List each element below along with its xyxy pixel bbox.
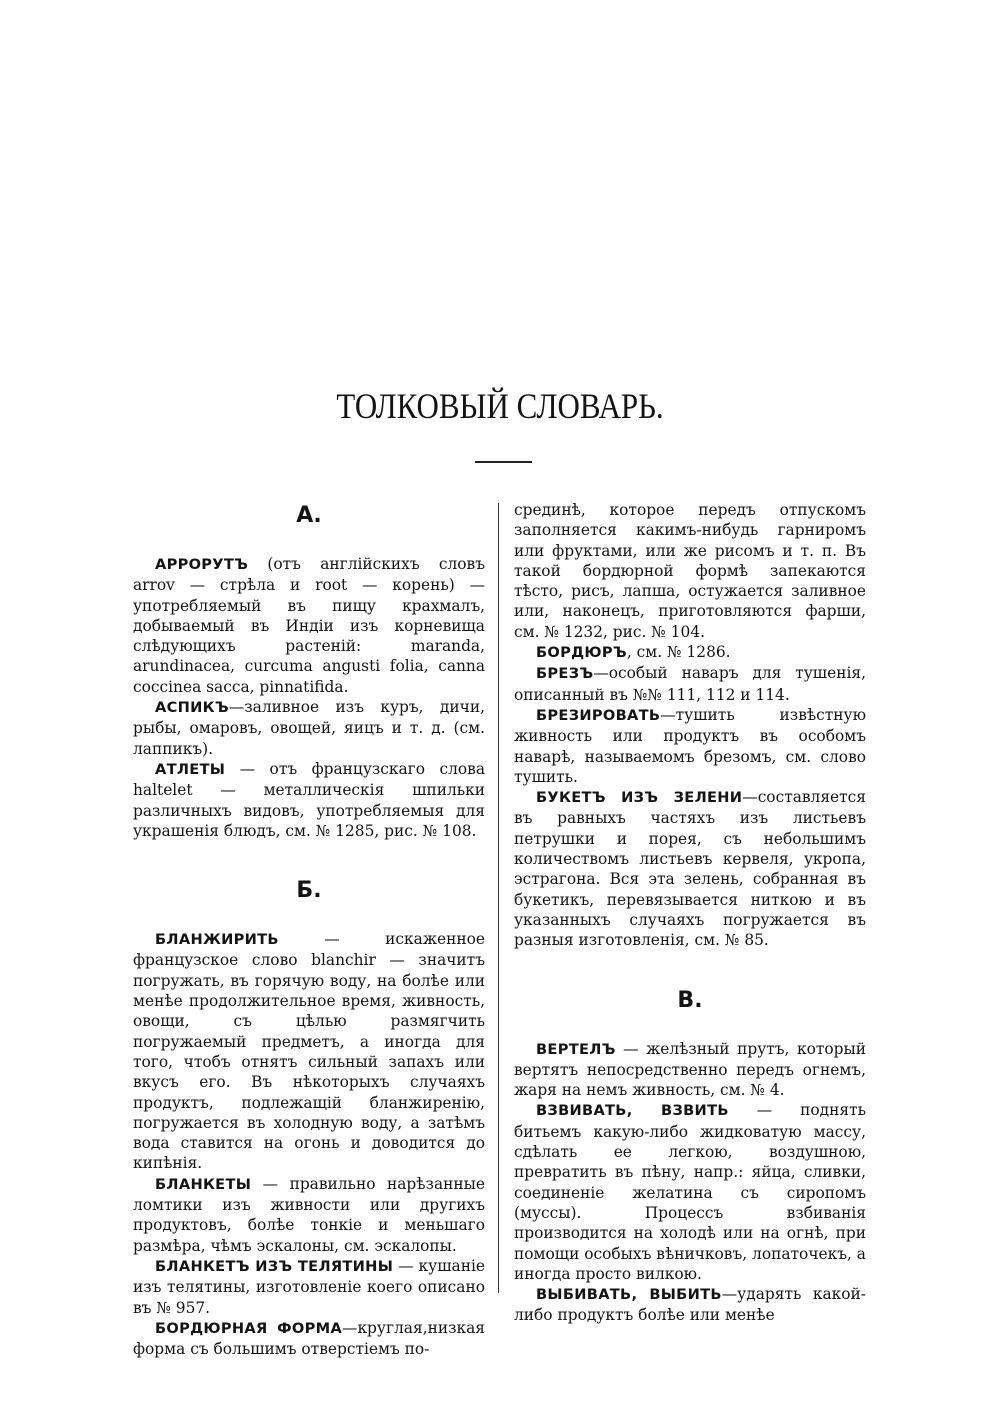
section-letter-b: Б. <box>296 878 322 904</box>
entry-headword: АРРОРУТЪ <box>155 556 249 573</box>
entry-arrorut <box>133 554 485 697</box>
right-column <box>514 500 866 1326</box>
entry-blankety <box>133 1174 485 1256</box>
entry-definition: —ударять какой-либо продуктъ болѣе или менѣе <box>514 1285 866 1325</box>
entry-definition: —заливное изъ куръ, дичи, рыбы, омаровъ, овощей, яицъ и т. д. (см. лаппикъ). <box>133 698 485 758</box>
entry-brez <box>514 663 866 705</box>
entry-headword: ВЕРТЕЛЪ <box>536 1040 616 1058</box>
entry-definition: — искаженное французское слово blanchir — значитъ погружать, въ горячую воду, на болѣе или менѣе продолжительное время, живность, овощи, съ цѣлью размягчить погружаемый предметъ, а иногда для того, чтобъ отнятъ сильный запахъ или вкусъ его. Въ нѣкоторыхъ случаяхъ продуктъ, подлежащій бланжиренію, погружается въ холодную воду, а затѣмъ вода ставится на огонь и доводится до кипѣнія. <box>133 930 485 1173</box>
entry-definition: —тушить извѣстную живность или продуктъ въ особомъ наварѣ, называемомъ брезомъ, см. слово тушить. <box>514 705 866 786</box>
column-divider <box>498 503 499 1293</box>
entry-bordyur <box>514 642 866 663</box>
entry-definition: — поднять битьемъ какую-либо жидковатую массу, сдѣлать ее легкою, воздушною, превратить въ пѣну, напр.: яйца, сливки, соединеніе желатина съ сиропомъ (муссы). Процессъ взбиванія производится на холодѣ или на огнѣ, при помощи особыхъ вѣничковъ, лопаточекъ, а иногда просто вилкою. <box>514 1101 866 1283</box>
entry-headword: ВЫБИВАТЬ, ВЫБИТЬ <box>536 1286 722 1304</box>
section-letter-v: В. <box>677 987 703 1013</box>
section-letter-a: А. <box>296 503 322 528</box>
entry-blanket-iz-telyatiny <box>133 1256 485 1318</box>
entry-headword: ВЗВИВАТЬ, ВЗВИТЬ <box>536 1102 729 1120</box>
entry-buket-iz-zeleni <box>514 787 866 950</box>
entry-blanzhirit <box>133 929 485 1174</box>
entry-headword: БЛАНКЕТЫ <box>155 1175 252 1193</box>
entry-headword: БОРДЮРЪ <box>536 644 627 662</box>
entry-headword: АТЛЕТЫ <box>155 760 226 778</box>
entry-definition: — кушаніе изъ телятины, изготовленіе коего описано въ № 957. <box>133 1256 486 1317</box>
entry-definition: —составляется въ равныхъ частяхъ изъ листьевъ петрушки и порея, съ небольшимъ количествомъ листьевъ кервеля, укропа, эстрагона. Вся эта зелень, собранная въ букетикъ, перевязывается ниткою и въ указанныхъ случаяхъ погружается въ разныя изготовленія, см. № 85. <box>514 788 866 950</box>
left-column <box>133 500 485 1359</box>
entry-definition: — отъ французскаго слова haltelet — металлическія шпильки различныхъ видовъ, употребляемыя для украшенія блюдъ, см. № 1285, рис. № 108. <box>133 759 485 840</box>
entry-definition: , см. № 1286. <box>626 643 731 662</box>
entry-bordyurnaya-forma <box>133 1318 485 1360</box>
entry-aspik <box>133 697 485 759</box>
entry-vybivat <box>514 1284 866 1326</box>
entry-atlety <box>133 759 485 841</box>
entry-definition: — желѣзный прутъ, который вертятъ непосредственно передъ огнемъ, жаря на немъ живность, см. № 4. <box>514 1039 866 1100</box>
entry-headword: БЛАНКЕТЪ ИЗЪ ТЕЛЯТИНЫ <box>155 1257 394 1275</box>
entry-continuation: срединѣ, которое передъ отпускомъ заполняется какимъ-нибудь гарниромъ или фруктами, или же рисомъ и т. п. Въ такой бордюрной формѣ запекаются тѣсто, рисъ, лапша, остужается заливное или, наконецъ, приготовляются фарши, см. № 1232, рис. № 104. <box>514 501 866 641</box>
entry-vzvivat <box>514 1100 866 1284</box>
entry-headword: БЛАНЖИРИТЬ <box>155 931 279 949</box>
entry-definition: — правильно нарѣзанные ломтики изъ живности или другихъ продуктовъ, болѣе тонкіе и меньшаго размѣра, чѣмъ эскалоны, см. эскалопы. <box>133 1174 485 1255</box>
entry-vertel <box>514 1039 866 1101</box>
entry-brezirovat <box>514 705 866 787</box>
entry-headword: БУКЕТЪ ИЗЪ ЗЕЛЕНИ <box>536 789 743 807</box>
entry-headword: БРЕЗЪ <box>536 665 594 683</box>
entry-definition: (отъ англійскихъ словъ arrov — стрѣла и root — корень) — употребляемый въ пищу крахмалъ, добываемый въ Индіи изъ корневища слѣдующихъ растеній: maranda, arundinacea, curcuma angusti folia, canna coccinea sacca, pinnatifida. <box>133 555 485 696</box>
title-divider <box>475 461 532 463</box>
page-title: ТОЛКОВЫЙ СЛОВАРЬ. <box>336 386 664 426</box>
entry-definition: —особый наваръ для тушенія, описанный въ №№ 111, 112 и 114. <box>514 664 866 704</box>
entry-headword: БРЕЗИРОВАТЬ <box>536 706 661 724</box>
entry-headword: БОРДЮРНАЯ ФОРМА <box>155 1319 343 1337</box>
entry-definition: —круглая,низкая форма съ большимъ отверстіемъ по- <box>133 1318 485 1359</box>
entry-headword: АСПИКЪ <box>155 699 229 717</box>
